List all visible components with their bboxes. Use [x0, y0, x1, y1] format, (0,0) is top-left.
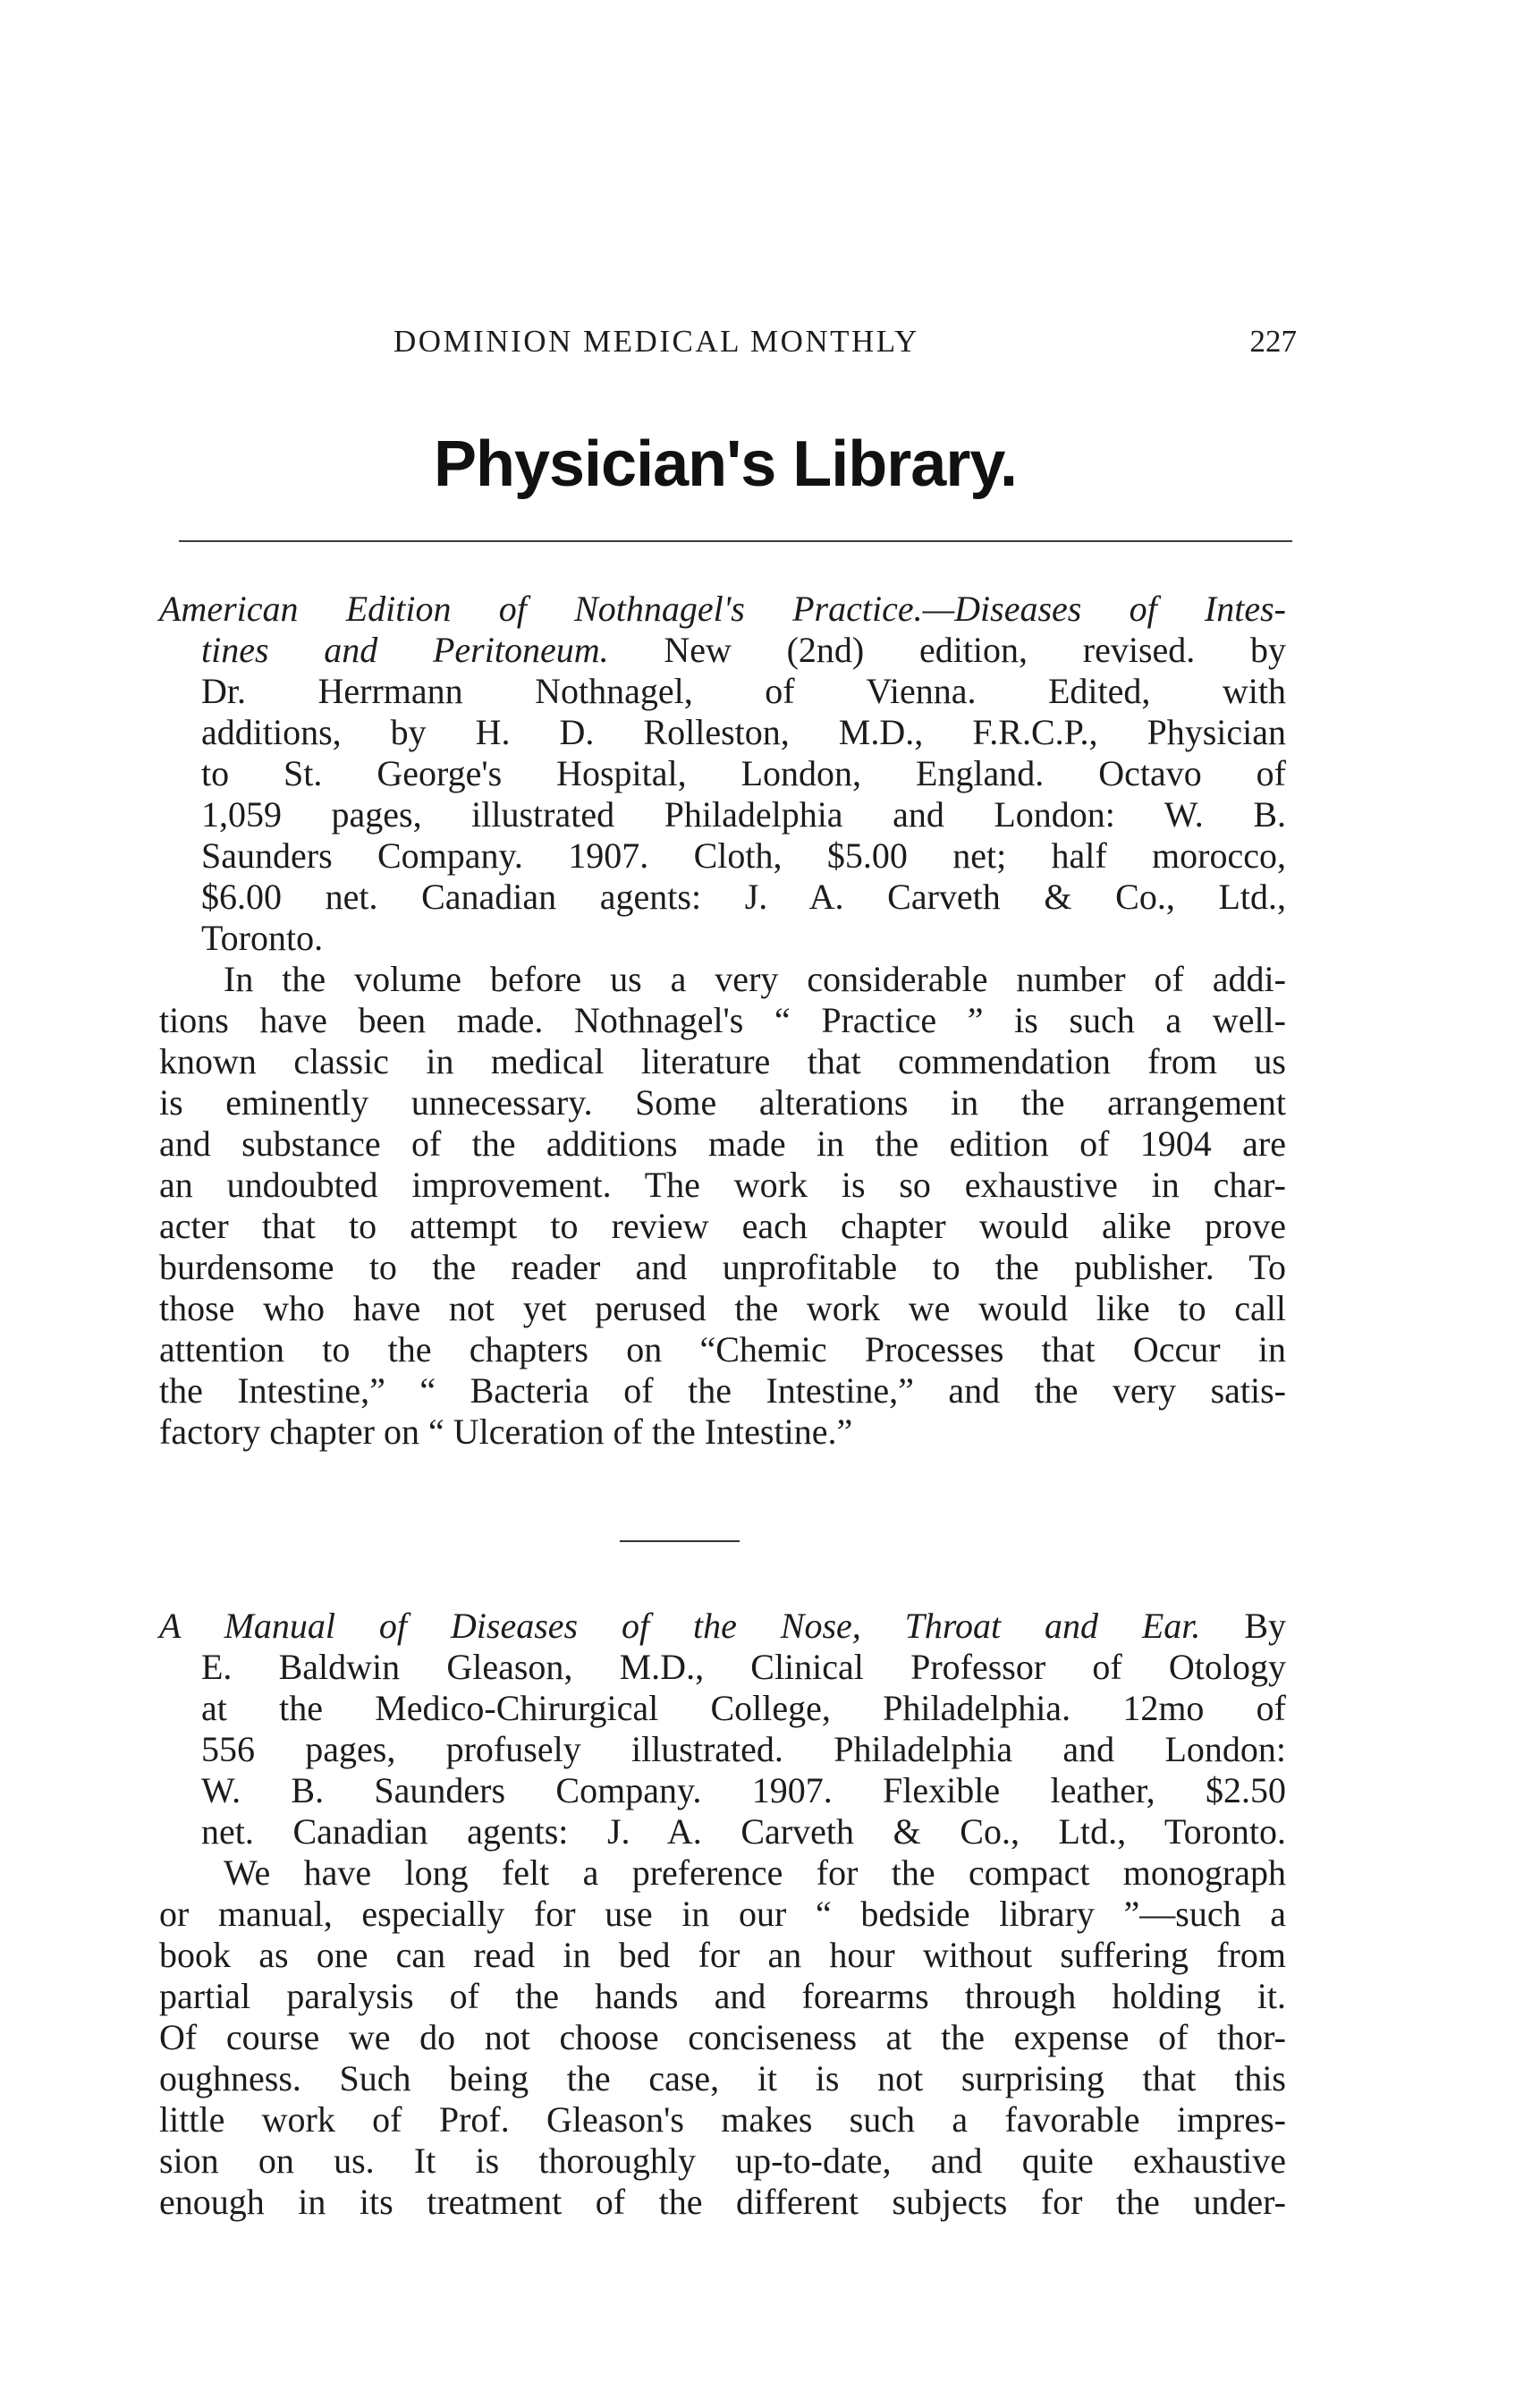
review2-line-3: at the Medico-Chirurgical College, Philadelphia. 12mo of [201, 1688, 1286, 1728]
review1-line-18: those who have not yet perused the work we would like to call [159, 1288, 1286, 1328]
section-title: Physician's Library. [433, 428, 1018, 500]
review1-line-1 [159, 589, 1286, 630]
review2-line-6: net. Canadian agents: J. A. Carveth & Co., Ltd., Toronto. [201, 1811, 1286, 1852]
review2-line-10: partial paralysis of the hands and forearms through holding it. [159, 1976, 1286, 2016]
review1-line-16: acter that to attempt to review each chapter would alike prove [159, 1206, 1286, 1246]
review1-line-21: factory chapter on “ Ulceration of the Intestine.” [159, 1411, 853, 1452]
running-head [393, 324, 1297, 369]
review1-line-17: burdensome to the reader and unprofitable to the publisher. To [159, 1247, 1286, 1287]
edition-info: New (2nd) edition, revised. by [664, 630, 1286, 670]
review1-line-12: known classic in medical literature that commendation from us [159, 1041, 1286, 1081]
book-title-part: American Edition of Nothnagel's Practice.—Diseases of Intes- [159, 589, 1286, 629]
review2-line-5: W. B. Saunders Company. 1907. Flexible leather, $2.50 [201, 1770, 1286, 1810]
review2-line-4: 556 pages, profusely illustrated. Philadelphia and London: [201, 1729, 1286, 1769]
review2-line-9: book as one can read in bed for an hour without suffering from [159, 1935, 1286, 1975]
separator-rule [620, 1540, 740, 1542]
review1-line-13: is eminently unnecessary. Some alterations in the arrangement [159, 1082, 1286, 1123]
review1-line-11: tions have been made. Nothnagel's “ Practice ” is such a well- [159, 1000, 1286, 1040]
review1-line-14: and substance of the additions made in the edition of 1904 are [159, 1123, 1286, 1164]
review2-line-8: or manual, especially for use in our “ bedside library ”—such a [159, 1894, 1286, 1934]
review1-line-4: additions, by H. D. Rolleston, M.D., F.R.C.P., Physician [201, 712, 1286, 752]
page-number: 227 [1249, 324, 1297, 359]
review2-line-11: Of course we do not choose conciseness at the expense of thor- [159, 2017, 1286, 2057]
journal-name: DOMINION MEDICAL MONTHLY [393, 324, 919, 359]
review2-line-7: We have long felt a preference for the compact monograph [224, 1852, 1286, 1893]
review1-line-9: Toronto. [201, 918, 324, 958]
review1-line-8: $6.00 net. Canadian agents: J. A. Carveth & Co., Ltd., [201, 877, 1286, 917]
by-word: By [1244, 1606, 1286, 1646]
book-title-part: A Manual of Diseases of the Nose, Throat and Ear. [159, 1606, 1245, 1646]
review1-line-20: the Intestine,” “ Bacteria of the Intestine,” and the very satis- [159, 1370, 1286, 1411]
review2-line-1 [159, 1606, 1286, 1647]
review2-line-12: oughness. Such being the case, it is not surprising that this [159, 2058, 1286, 2098]
review2-line-14: sion on us. It is thoroughly up-to-date, and quite exhaustive [159, 2140, 1286, 2181]
review1-line-6: 1,059 pages, illustrated Philadelphia and London: W. B. [201, 794, 1286, 835]
book-title-part: tines and Peritoneum. [201, 630, 664, 670]
review1-line-19: attention to the chapters on “Chemic Processes that Occur in [159, 1329, 1286, 1369]
review1-line-5: to St. George's Hospital, London, England. Octavo of [201, 753, 1286, 793]
review2-line-13: little work of Prof. Gleason's makes such a favorable impres- [159, 2099, 1286, 2140]
review1-line-10: In the volume before us a very considerable number of addi- [224, 959, 1286, 999]
review2-line-15: enough in its treatment of the different subjects for the under- [159, 2182, 1286, 2222]
review1-line-2 [201, 630, 1286, 671]
title-rule [179, 540, 1292, 542]
review2-line-2: E. Baldwin Gleason, M.D., Clinical Professor of Otology [201, 1647, 1286, 1687]
review1-line-3: Dr. Herrmann Nothnagel, of Vienna. Edited, with [201, 671, 1286, 711]
review1-line-7: Saunders Company. 1907. Cloth, $5.00 net; half morocco, [201, 835, 1286, 876]
review1-line-15: an undoubted improvement. The work is so exhaustive in char- [159, 1165, 1286, 1205]
